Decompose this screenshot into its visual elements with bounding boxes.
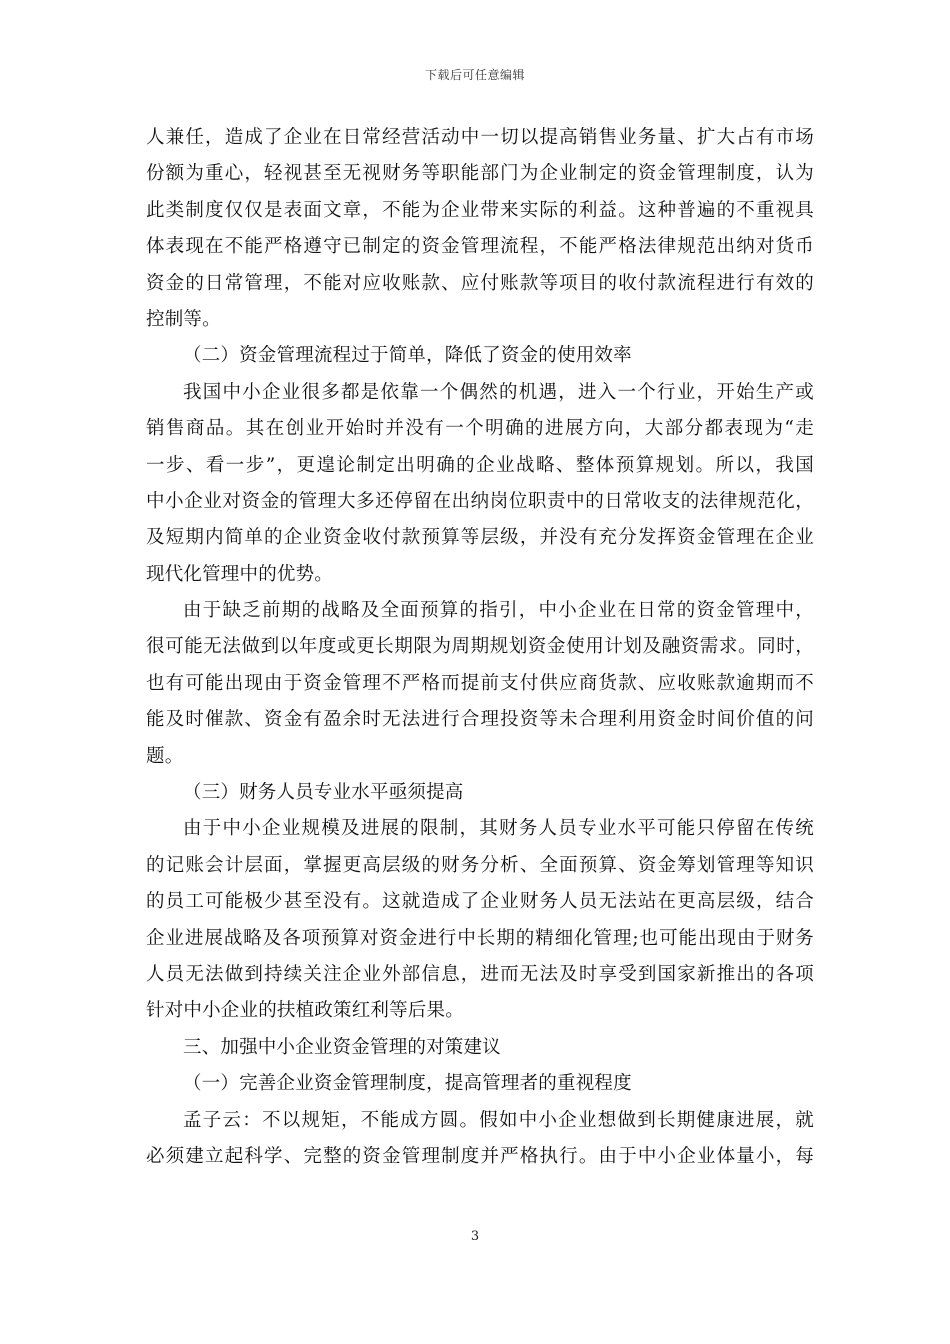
text-line: 份额为重心，轻视甚至无视财务等职能部门为企业制定的资金管理制度，认为 (146, 163, 814, 185)
text-line: 由于中小企业规模及进展的限制，其财务人员专业水平可能只停留在传统 (183, 818, 814, 840)
text-line: 我国中小企业很多都是依靠一个偶然的机遇，进入一个行业，开始生产或 (183, 381, 814, 403)
text-line: 人员无法做到持续关注企业外部信息，进而无法及时享受到国家新推出的各项 (146, 963, 814, 985)
document-body (146, 120, 814, 1175)
text-line: 一步、看一步”，更遑论制定出明确的企业战略、整体预算规划。所以，我国 (146, 454, 814, 476)
text-line: 针对中小企业的扶植政策红利等后果。 (146, 1000, 464, 1022)
text-line: 的员工可能极少甚至没有。这就造成了企业财务人员无法站在更高层级，结合 (146, 891, 814, 913)
text-line: 此类制度仅仅是表面文章，不能为企业带来实际的利益。这种普遍的不重视具 (146, 199, 814, 221)
text-line: 销售商品。其在创业开始时并没有一个明确的进展方向，大部分都表现为“走 (146, 418, 814, 440)
text-line: 也有可能出现由于资金管理不严格而提前支付供应商货款、应收账款逾期而不 (146, 672, 814, 694)
text-line: 企业进展战略及各项预算对资金进行中长期的精细化管理;也可能出现由于财务 (146, 927, 814, 949)
text-line: 中小企业对资金的管理大多还停留在出纳岗位职责中的日常收支的法律规范化， (146, 490, 814, 512)
text-line: 很可能无法做到以年度或更长期限为周期规划资金使用计划及融资需求。同时， (146, 636, 814, 658)
text-line: 及短期内简单的企业资金收付款预算等层级，并没有充分发挥资金管理在企业 (146, 527, 814, 549)
section-heading: （一）完善企业资金管理制度，提高管理者的重视程度 (183, 1073, 632, 1095)
text-line: 孟子云：不以规矩，不能成方圆。假如中小企业想做到长期健康进展，就 (183, 1109, 814, 1131)
text-line: 题。 (146, 745, 184, 767)
section-heading: 三、加强中小企业资金管理的对策建议 (183, 1036, 501, 1058)
section-heading: （三）财务人员专业水平亟须提高 (183, 782, 464, 804)
text-line: 资金的日常管理，不能对应收账款、应付账款等项目的收付款流程进行有效的 (146, 272, 814, 294)
text-line: 的记账会计层面，掌握更高层级的财务分析、全面预算、资金筹划管理等知识 (146, 854, 814, 876)
text-line: 由于缺乏前期的战略及全面预算的指引，中小企业在日常的资金管理中， (183, 600, 814, 622)
text-line: 现代化管理中的优势。 (146, 563, 334, 585)
section-heading: （二）资金管理流程过于简单，降低了资金的使用效率 (183, 345, 632, 367)
text-line: 体表现在不能严格遵守已制定的资金管理流程，不能严格法律规范出纳对货币 (146, 236, 814, 258)
text-line: 能及时催款、资金有盈余时无法进行合理投资等未合理利用资金时间价值的问 (146, 709, 814, 731)
page-header: 下载后可任意编辑 (424, 68, 525, 82)
page-number: 3 (470, 1229, 480, 1244)
text-line: 控制等。 (146, 308, 221, 330)
text-line: 人兼任，造成了企业在日常经营活动中一切以提高销售业务量、扩大占有市场 (146, 127, 814, 148)
text-line: 必须建立起科学、完整的资金管理制度并严格执行。由于中小企业体量小，每 (146, 1145, 814, 1167)
